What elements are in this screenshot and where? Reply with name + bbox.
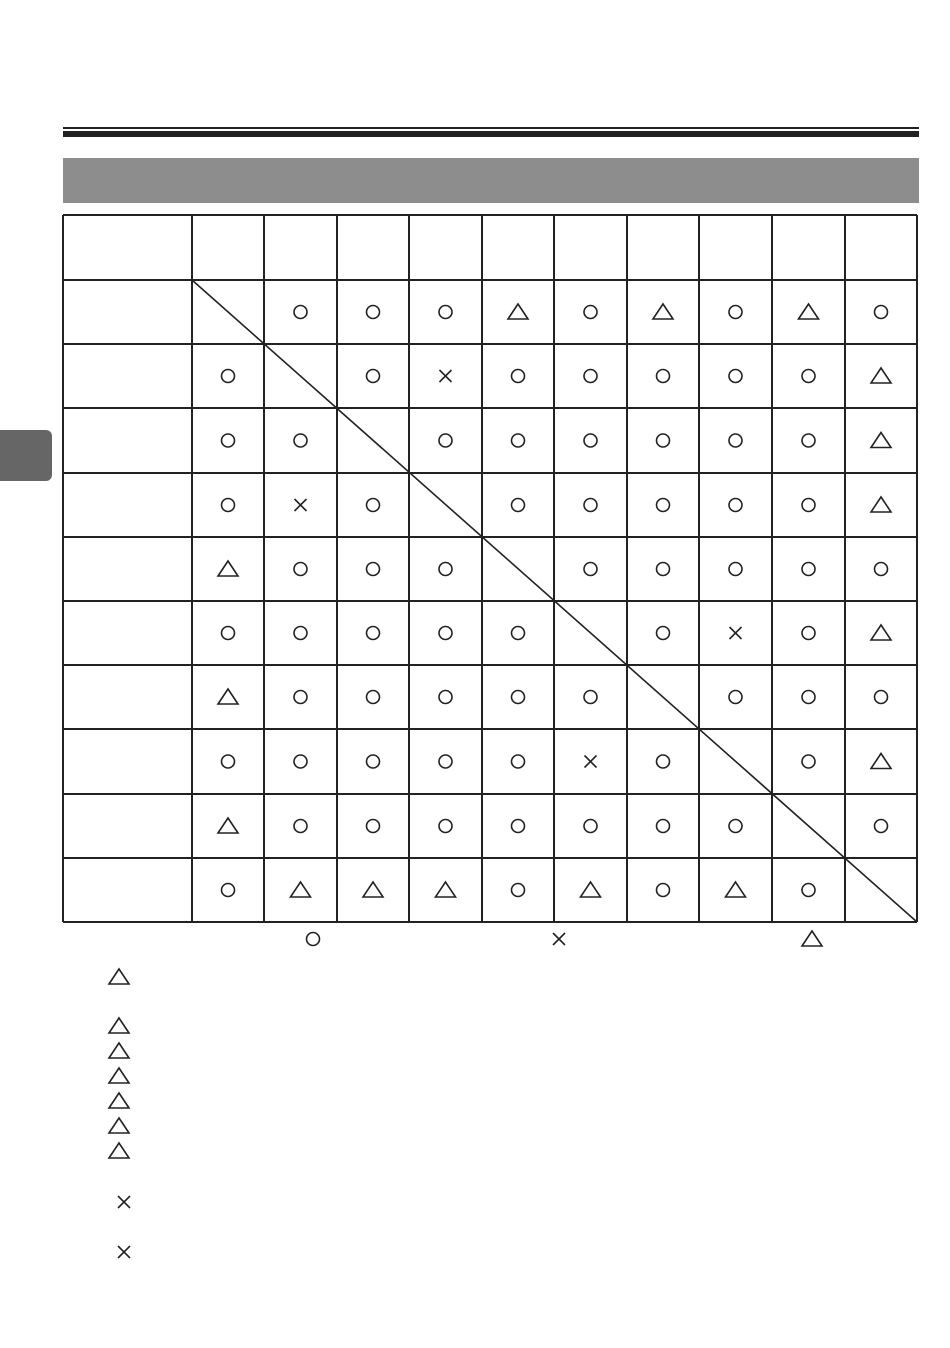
note-triangle-icon [109, 969, 129, 984]
cell-symbol [871, 497, 891, 512]
cell-symbol [367, 691, 380, 704]
cell-symbol [439, 691, 452, 704]
cell-symbol [363, 882, 383, 897]
matrix-grid [63, 215, 917, 922]
note-triangle-icon [109, 1143, 129, 1158]
cell-symbol [439, 434, 452, 447]
cell-symbol [512, 691, 525, 704]
cell-symbol [875, 306, 888, 319]
cell-symbol [439, 755, 452, 768]
cell-symbol [802, 755, 815, 768]
cell-symbol [730, 627, 742, 639]
note-triangle-icon [109, 1018, 129, 1033]
cell-symbol [367, 627, 380, 640]
cell-symbol [218, 561, 238, 576]
cell-symbol [512, 370, 525, 383]
cell-symbol [657, 370, 670, 383]
cell-symbol [294, 691, 307, 704]
cell-symbol [802, 434, 815, 447]
cell-symbol [585, 756, 597, 768]
cell-symbol [222, 370, 235, 383]
cell-symbol [653, 304, 673, 319]
cell-symbol [726, 882, 746, 897]
cell-symbol [367, 820, 380, 833]
cell-symbol [729, 306, 742, 319]
legend [307, 931, 823, 946]
cell-symbol [512, 499, 525, 512]
cell-symbol [367, 563, 380, 576]
cell-symbol [222, 755, 235, 768]
cell-symbol [512, 627, 525, 640]
note-triangle-icon [109, 1043, 129, 1058]
cell-symbol [657, 499, 670, 512]
cell-symbol [291, 882, 311, 897]
cell-symbol [367, 370, 380, 383]
cell-symbol [367, 755, 380, 768]
cell-symbol [367, 306, 380, 319]
cell-symbol [218, 818, 238, 833]
cell-symbol [584, 499, 597, 512]
cell-symbol [802, 563, 815, 576]
cell-symbol [440, 370, 452, 382]
cell-symbol [729, 370, 742, 383]
cell-symbol [584, 370, 597, 383]
cell-symbol [439, 627, 452, 640]
cell-symbol [439, 820, 452, 833]
cell-symbol [729, 434, 742, 447]
notes-list [109, 969, 130, 1258]
cell-symbol [222, 434, 235, 447]
cell-symbol [584, 306, 597, 319]
cell-symbol [294, 755, 307, 768]
cell-symbol [875, 820, 888, 833]
cell-symbol [871, 754, 891, 769]
cell-symbol [436, 882, 456, 897]
cell-symbol [294, 306, 307, 319]
cell-symbol [871, 625, 891, 640]
cell-symbol [222, 884, 235, 897]
cell-symbol [584, 820, 597, 833]
cell-symbol [581, 882, 601, 897]
cell-symbol [657, 627, 670, 640]
legend-cross-icon [553, 933, 565, 945]
note-cross-icon [118, 1196, 130, 1208]
cell-symbol [657, 820, 670, 833]
cell-symbol [584, 434, 597, 447]
cell-symbol [295, 499, 307, 511]
cell-symbol [294, 434, 307, 447]
cell-symbol [802, 499, 815, 512]
cell-symbol [367, 499, 380, 512]
note-triangle-icon [109, 1093, 129, 1108]
cell-symbol [802, 884, 815, 897]
cell-symbol [657, 884, 670, 897]
cell-symbol [875, 563, 888, 576]
cell-symbol [512, 434, 525, 447]
cell-symbol [871, 433, 891, 448]
cell-symbol [657, 563, 670, 576]
cell-symbol [294, 563, 307, 576]
cell-symbol [512, 884, 525, 897]
cell-symbol [875, 691, 888, 704]
cell-symbol [729, 691, 742, 704]
cell-symbol [294, 820, 307, 833]
cell-symbol [222, 499, 235, 512]
legend-circle-icon [307, 933, 320, 946]
cell-symbol [657, 434, 670, 447]
cell-symbol [729, 820, 742, 833]
cell-symbol [799, 304, 819, 319]
cell-symbol [512, 820, 525, 833]
cell-symbol [508, 304, 528, 319]
cell-symbol [439, 306, 452, 319]
note-cross-icon [118, 1246, 130, 1258]
cell-symbol [439, 563, 452, 576]
cell-symbol [294, 627, 307, 640]
cell-symbol [729, 563, 742, 576]
cell-symbol [729, 499, 742, 512]
cell-symbol [871, 368, 891, 383]
cell-symbol [802, 370, 815, 383]
cell-symbol [802, 627, 815, 640]
cell-symbol [218, 689, 238, 704]
cell-symbol [657, 755, 670, 768]
note-triangle-icon [109, 1118, 129, 1133]
cell-symbol [584, 563, 597, 576]
cell-symbol [584, 691, 597, 704]
legend-triangle-icon [802, 931, 822, 946]
cell-symbol [512, 755, 525, 768]
cell-symbol [222, 627, 235, 640]
cell-symbol [802, 691, 815, 704]
note-triangle-icon [109, 1068, 129, 1083]
